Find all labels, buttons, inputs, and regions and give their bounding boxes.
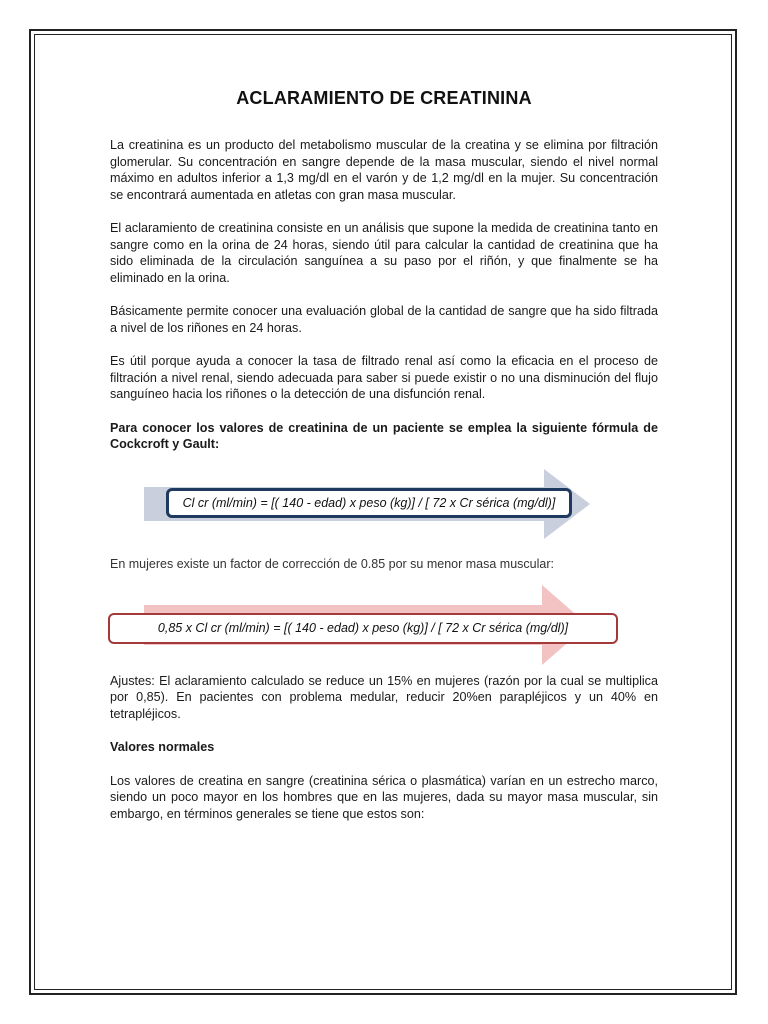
paragraph-formula-intro <box>110 420 658 453</box>
document-title: ACLARAMIENTO DE CREATININA <box>236 88 532 108</box>
formula-block-2 <box>110 585 658 665</box>
paragraph-definicion: La creatinina es un producto del metabolismo muscular de la creatina y se elimina por filtración glomerular. Su concentración en sangre depende de la masa muscular, siendo el nivel normal máximo en adultos inferior a 1,3 mg/dl en el varón y de 1,2 mg/dl en la mujer. Su concentración se encontrará aumentada en atletas con gran masa muscular. <box>110 138 658 202</box>
formula-intro-name: fórmula de Cockcroft y Gault: <box>110 420 658 451</box>
formula-cockcroft-gault: Cl cr (ml/min) = [( 140 - edad) x peso (kg)] / [ 72 x Cr sérica (mg/dl)] <box>166 488 572 518</box>
paragraph-aclaramiento: El aclaramiento de creatinina consiste en un análisis que supone la medida de creatinina tanto en sangre como en la orina de 24 horas, siendo útil para calcular la cantidad de creatinina que ha sido eliminada de la circulación sanguínea a su paso por el riñón, y que finalmente se ha eliminado en la orina. <box>110 221 658 285</box>
paragraph-basicamente: Básicamente permite conocer una evaluación global de la cantidad de sangre que ha sido filtrada a nivel de los riñones en 24 horas. <box>110 304 658 335</box>
note-correction-factor: En mujeres existe un factor de corrección de 0.85 por su menor masa muscular: <box>110 556 554 571</box>
paragraph-utilidad: Es útil porque ayuda a conocer la tasa de filtrado renal así como la eficacia en el proceso de filtración a nivel renal, siendo adecuada para saber si puede existir o no una disminución del flujo sanguíneo hacia los riñones o la detección de una disfunción renal. <box>110 354 658 401</box>
paragraph-ajustes: Ajustes: El aclaramiento calculado se reduce un 15% en mujeres (razón por la cual se multiplica por 0,85). En pacientes con problema medular, reducir 20%en parapléjicos y un 40% en tetrapléjicos. <box>110 673 658 721</box>
document-body <box>110 88 658 822</box>
formula-intro-lead: Para conocer los valores de creatinina de un paciente se emplea la siguiente <box>110 420 593 435</box>
formula-women-correction: 0,85 x Cl cr (ml/min) = [( 140 - edad) x peso (kg)] / [ 72 x Cr sérica (mg/dl)] <box>108 613 618 644</box>
paragraph-valores: Los valores de creatina en sangre (creatinina sérica o plasmática) varían en un estrecho marco, siendo un poco mayor en los hombres que en las mujeres, dada su mayor masa muscular, sin embargo, en términos generales se tiene que estos son: <box>110 773 658 821</box>
formula-block-1 <box>110 469 658 539</box>
heading-valores-normales: Valores normales <box>110 740 215 754</box>
